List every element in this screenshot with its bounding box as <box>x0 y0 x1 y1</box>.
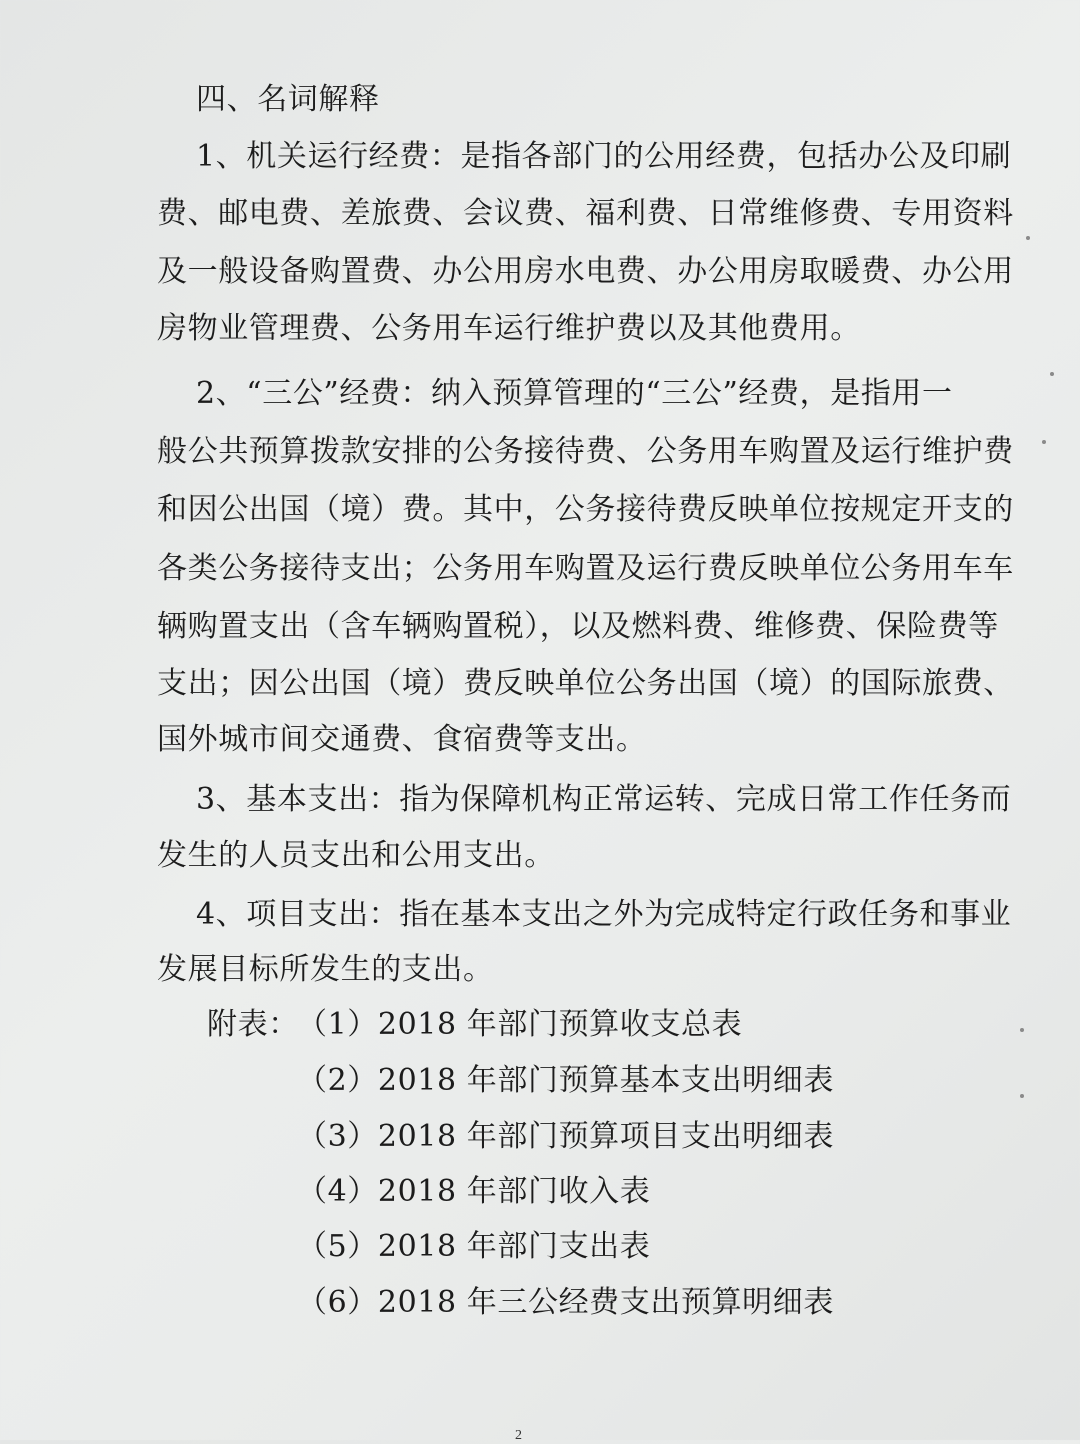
paper-speck <box>1020 1028 1024 1032</box>
term-2-line-1: 2、“三公”经费：纳入预算管理的“三公”经费，是指用一 <box>196 376 953 411</box>
term-2-line-4: 各类公务接待支出；公务用车购置及运行费反映单位公务用车车 <box>157 551 1014 586</box>
term-4-line-1: 4、项目支出：指在基本支出之外为完成特定行政任务和事业 <box>196 897 1012 932</box>
term-2-line-6: 支出；因公出国（境）费反映单位公务出国（境）的国际旅费、 <box>157 666 1014 701</box>
term-1-line-3: 及一般设备购置费、办公用房水电费、办公用房取暖费、办公用 <box>157 254 1014 289</box>
paper-speck <box>1020 1094 1024 1098</box>
term-1-line-2: 费、邮电费、差旅费、会议费、福利费、日常维修费、专用资料 <box>157 196 1014 231</box>
attachment-item-3: （3）2018 年部门预算项目支出明细表 <box>297 1119 834 1154</box>
attachment-item-2: （2）2018 年部门预算基本支出明细表 <box>297 1063 834 1098</box>
term-2-line-3: 和因公出国（境）费。其中，公务接待费反映单位按规定开支的 <box>157 492 1014 527</box>
term-1-line-1: 1、机关运行经费：是指各部门的公用经费，包括办公及印刷 <box>196 139 1012 174</box>
attachment-item-6: （6）2018 年三公经费支出预算明细表 <box>297 1285 834 1320</box>
page-number: 2 <box>515 1428 522 1443</box>
paper-speck <box>1026 236 1030 240</box>
term-2-line-5: 辆购置支出（含车辆购置税），以及燃料费、维修费、保险费等 <box>157 609 999 644</box>
term-1-line-4: 房物业管理费、公务用车运行维护费以及其他费用。 <box>157 311 861 346</box>
term-3-line-1: 3、基本支出：指为保障机构正常运转、完成日常工作任务而 <box>196 782 1012 817</box>
term-4-line-2: 发展目标所发生的支出。 <box>157 952 494 987</box>
term-2-line-2: 般公共预算拨款安排的公务接待费、公务用车购置及运行维护费 <box>157 434 1014 469</box>
term-2-line-7: 国外城市间交通费、食宿费等支出。 <box>157 722 647 757</box>
attachment-item-1: （1）2018 年部门预算收支总表 <box>297 1007 743 1042</box>
paper-speck <box>1042 440 1046 444</box>
attachment-item-5: （5）2018 年部门支出表 <box>297 1229 651 1264</box>
attachment-item-4: （4）2018 年部门收入表 <box>297 1174 651 1209</box>
term-3-line-2: 发生的人员支出和公用支出。 <box>157 838 555 873</box>
section-heading: 四、名词解释 <box>196 82 380 117</box>
attachments-label: 附表： <box>207 1007 299 1042</box>
paper-speck <box>1050 372 1054 376</box>
